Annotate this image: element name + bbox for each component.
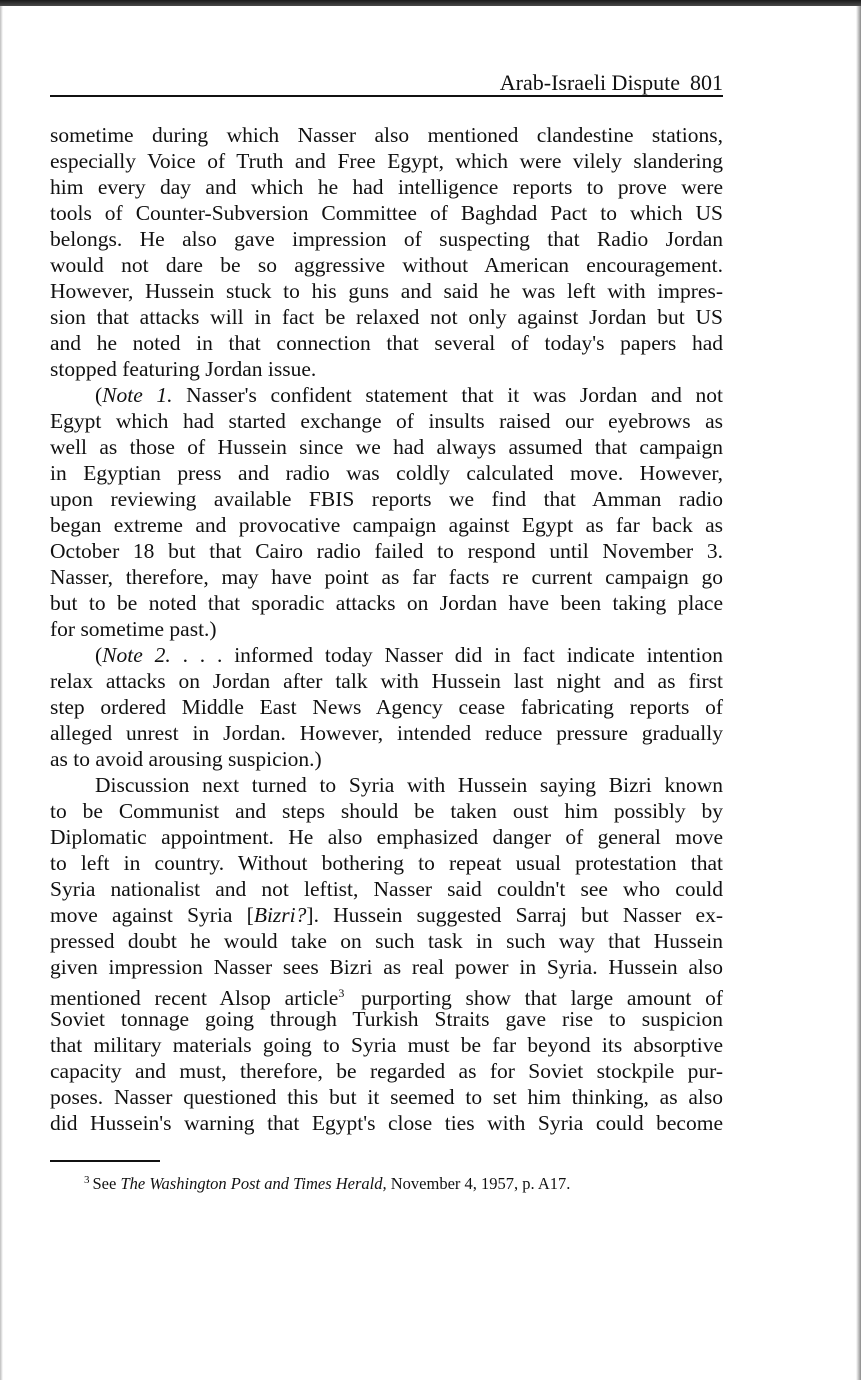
note-2-label: Note 2.: [102, 643, 171, 667]
text-line: would not dare be so aggressive without American encouragement.: [50, 253, 723, 277]
text-line: to left in country. Without bothering to repeat usual protestation that: [50, 851, 723, 875]
text-line: as to avoid arousing suspicion.): [50, 747, 322, 771]
text-line: did Hussein's warning that Egypt's close ties with Syria could become: [50, 1111, 723, 1135]
body-text: [50, 122, 723, 1136]
text-line: capacity and must, therefore, be regarded as for Soviet stockpile pur-: [50, 1059, 723, 1083]
text-line: given impression Nasser sees Bizri as real power in Syria. Hussein also: [50, 955, 723, 979]
text-line-note-1: (Note 1. Nasser's confident statement that it was Jordan and not: [95, 383, 723, 407]
scan-border-top: [0, 0, 861, 6]
text-line: sometime during which Nasser also mentioned clandestine stations,: [50, 123, 723, 147]
text-line: Diplomatic appointment. He also emphasized danger of general move: [50, 825, 723, 849]
text-line: October 18 but that Cairo radio failed to respond until November 3.: [50, 539, 723, 563]
text-line: to be Communist and steps should be taken oust him possibly by: [50, 799, 723, 823]
text-line: sion that attacks will in fact be relaxed not only against Jordan but US: [50, 305, 723, 329]
text-line: relax attacks on Jordan after talk with Hussein last night and as first: [50, 669, 723, 693]
bizri-query: Bizri?: [253, 903, 307, 927]
text-line: stopped featuring Jordan issue.: [50, 357, 317, 381]
text-line: Egypt which had started exchange of insults raised our eyebrows as: [50, 409, 723, 433]
text-line: especially Voice of Truth and Free Egypt, which were vilely slandering: [50, 149, 723, 173]
text-line: that military materials going to Syria must be far beyond its absorptive: [50, 1033, 723, 1057]
text-line: However, Hussein stuck to his guns and said he was left with impres-: [50, 279, 723, 303]
text-line: step ordered Middle East News Agency cease fabricating reports of: [50, 695, 723, 719]
scan-border-right: [856, 6, 861, 1380]
running-head: [50, 68, 723, 98]
text-line: but to be noted that sporadic attacks on Jordan have been taking place: [50, 591, 723, 615]
text-line: tools of Counter-Subversion Committee of Baghdad Pact to which US: [50, 201, 723, 225]
text-line-note-2: (Note 2. . . . informed today Nasser did in fact indicate intention: [95, 643, 724, 667]
text-line: upon reviewing available FBIS reports we find that Amman radio: [50, 487, 723, 511]
scan-border-left: [0, 6, 3, 1380]
text-line-footnote-ref: mentioned recent Alsop article$^3$ purporting show that large amount of: [50, 986, 723, 1010]
text-line: alleged unrest in Jordan. However, intended reduce pressure gradually: [50, 721, 723, 745]
text-line: in Egyptian press and radio was coldly calculated move. However,: [50, 461, 723, 485]
footnote-marker: 3: [84, 1174, 90, 1186]
footnote-prefix: See: [92, 1174, 121, 1193]
text-line: Discussion next turned to Syria with Hussein saying Bizri known: [95, 773, 723, 797]
text-line: belongs. He also gave impression of suspecting that Radio Jordan: [50, 227, 723, 251]
text-line: began extreme and provocative campaign against Egypt as far back as: [50, 513, 723, 537]
text-line: Syria nationalist and not leftist, Nasser said couldn't see who could: [50, 877, 723, 901]
text-line: Soviet tonnage going through Turkish Straits gave rise to suspicion: [50, 1007, 723, 1031]
footnote-reference: 3: [338, 986, 345, 1000]
text-line: for sometime past.): [50, 617, 217, 641]
text-line: him every day and which he had intelligence reports to prove were: [50, 175, 723, 199]
text-line: and he noted in that connection that several of today's papers had: [50, 331, 723, 355]
text-line: pressed doubt he would take on such task in such way that Hussein: [50, 929, 723, 953]
footnote-rule: [50, 1160, 160, 1162]
header-rule: [50, 95, 723, 97]
footnote: [84, 1169, 570, 1195]
text-line: poses. Nasser questioned this but it seemed to set him thinking, as also: [50, 1085, 723, 1109]
footnote-suffix: November 4, 1957, p. A17.: [386, 1174, 571, 1193]
text-line-bizri: move against Syria [Bizri?]. Hussein suggested Sarraj but Nasser ex-: [50, 903, 723, 927]
note-1-label: Note 1.: [102, 383, 173, 407]
footnote-source-title: The Washington Post and Times Herald,: [120, 1174, 387, 1193]
text-line: Nasser, therefore, may have point as far facts re current campaign go: [50, 565, 723, 589]
text-line: well as those of Hussein since we had always assumed that campaign: [50, 435, 723, 459]
running-title: Arab-Israeli Dispute: [499, 70, 680, 95]
page-number: 801: [690, 70, 723, 95]
